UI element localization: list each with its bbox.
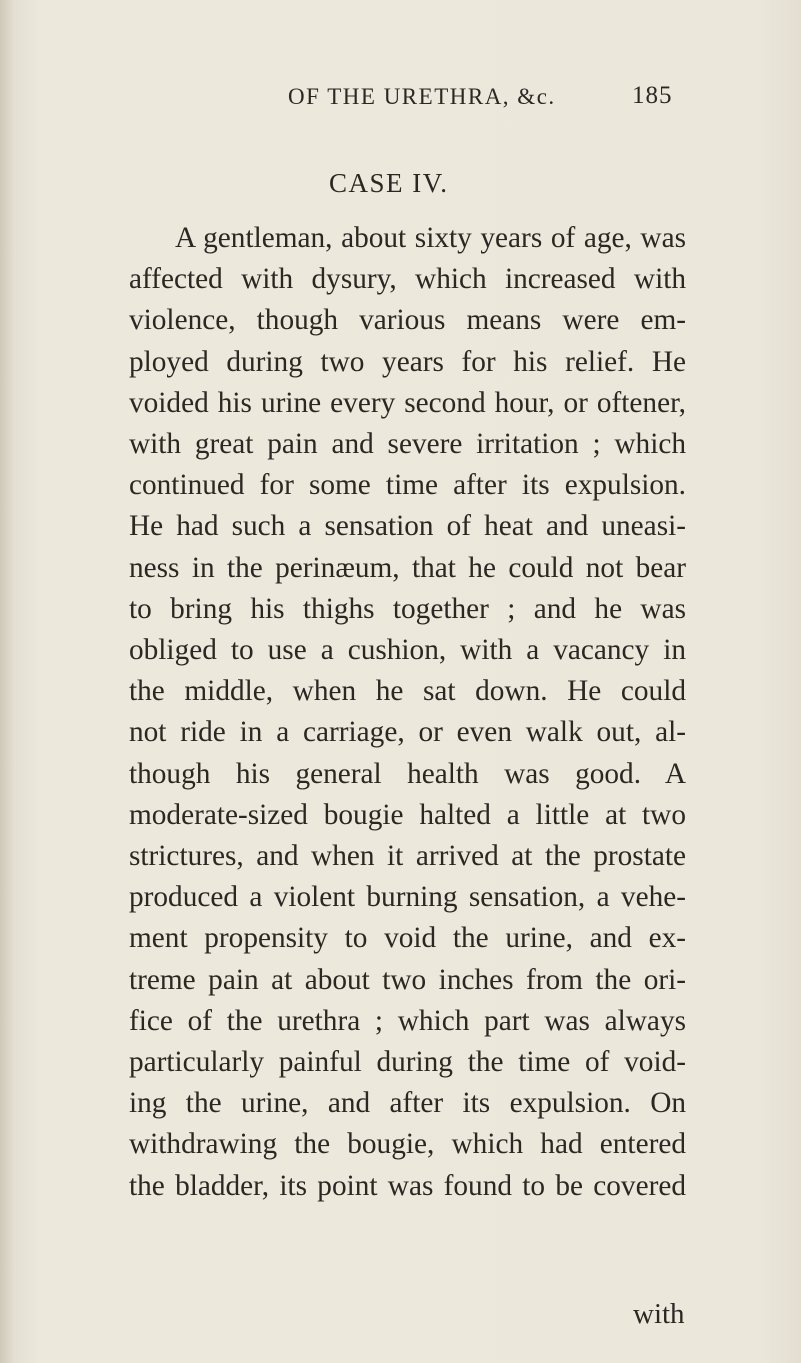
text-line: ness in the perinæum, that he could not bear <box>129 551 686 584</box>
text-line: He had such a sensation of heat and uneasi- <box>129 510 686 543</box>
text-line: not ride in a carriage, or even walk out, al- <box>129 716 686 749</box>
text-line: obliged to use a cushion, with a vacancy in <box>129 634 686 667</box>
text-line: continued for some time after its expulsion. <box>129 469 686 502</box>
case-paragraph <box>129 218 686 1207</box>
text-line: voided his urine every second hour, or oftener, <box>129 386 686 419</box>
text-line: ing the urine, and after its expulsion. On <box>129 1087 686 1120</box>
text-line: moderate-sized bougie halted a little at two <box>129 798 686 831</box>
text-line: the bladder, its point was found to be covered <box>129 1169 686 1202</box>
text-line: ment propensity to void the urine, and ex- <box>129 922 686 955</box>
text-line: ployed during two years for his relief. He <box>129 345 686 378</box>
text-line: particularly painful during the time of void- <box>129 1046 686 1079</box>
catchword: with <box>633 1298 685 1330</box>
text-line: affected with dysury, which increased with <box>129 263 686 296</box>
text-line: with great pain and severe irritation ; which <box>129 428 686 461</box>
running-title: OF THE URETHRA, &c. <box>288 84 556 109</box>
text-line: treme pain at about two inches from the ori- <box>129 963 686 996</box>
text-line: A gentleman, about sixty years of age, was <box>175 222 686 254</box>
case-heading: CASE IV. <box>329 168 449 198</box>
text-line: the middle, when he sat down. He could <box>129 675 686 708</box>
text-line: withdrawing the bougie, which had entered <box>129 1128 686 1161</box>
text-line: to bring his thighs together ; and he was <box>129 592 686 625</box>
text-line: produced a violent burning sensation, a vehe- <box>129 881 686 914</box>
text-line: though his general health was good. A <box>129 757 686 790</box>
text-line: strictures, and when it arrived at the prostate <box>129 840 686 873</box>
page-number: 185 <box>632 82 673 109</box>
text-line: violence, though various means were em- <box>129 304 686 337</box>
text-line: fice of the urethra ; which part was always <box>129 1004 686 1037</box>
